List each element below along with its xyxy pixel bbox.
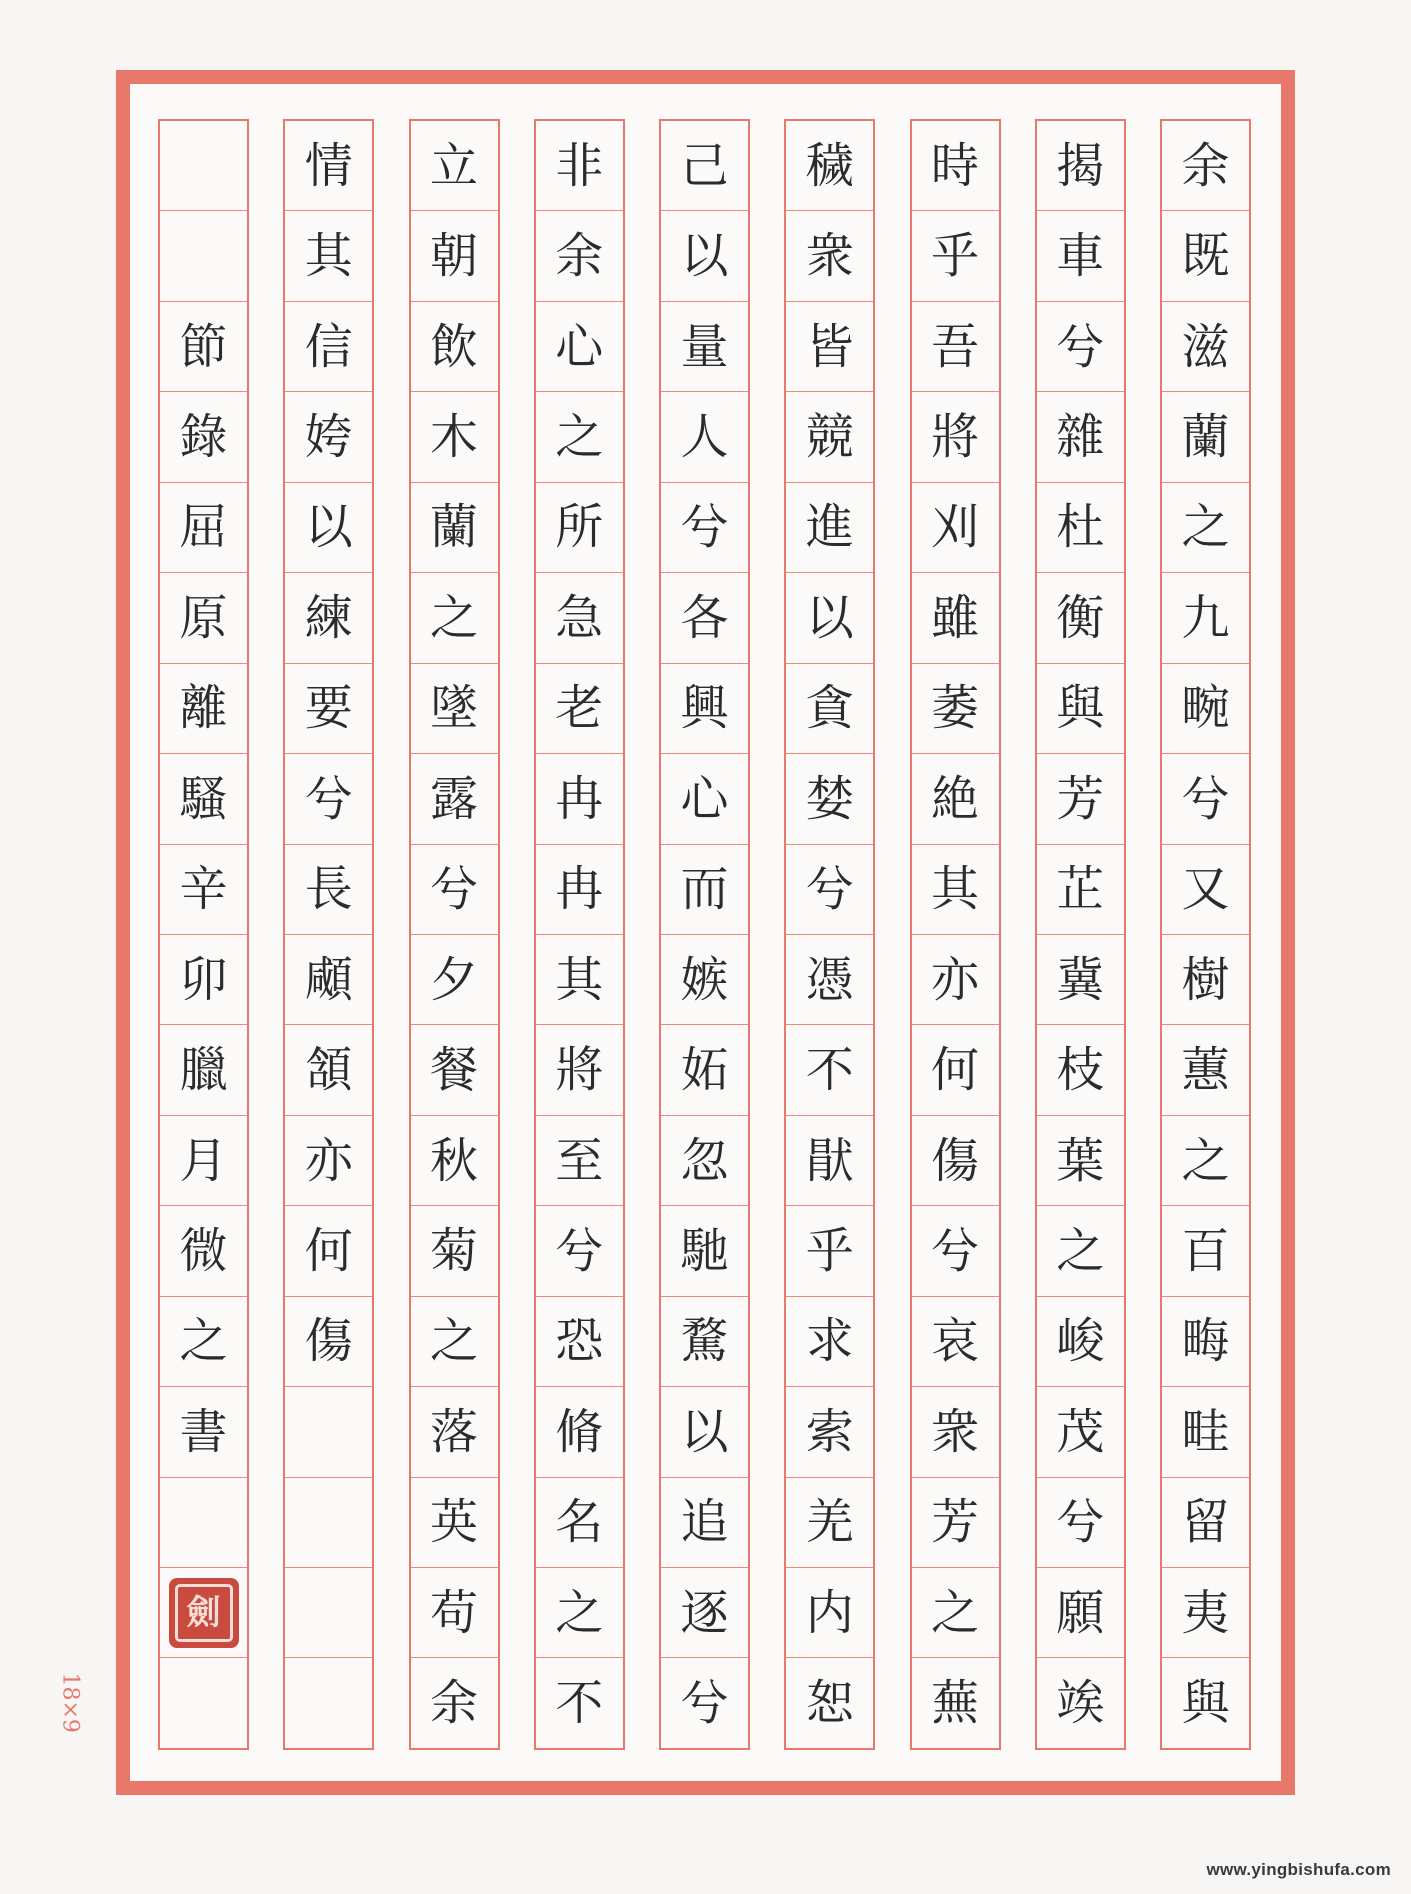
character-cell: 蘭 xyxy=(411,483,498,573)
character-cell: 既 xyxy=(1162,211,1249,301)
character-cell: 名 xyxy=(536,1478,623,1568)
character-cell: 芷 xyxy=(1037,845,1124,935)
character-cell: 量 xyxy=(661,302,748,392)
character-cell: 練 xyxy=(285,573,372,663)
character-cell: 顑 xyxy=(285,935,372,1025)
character-cell: 葉 xyxy=(1037,1116,1124,1206)
empty-cell xyxy=(160,1658,247,1747)
character-cell: 芳 xyxy=(1037,754,1124,844)
character-cell: 蕪 xyxy=(930,1675,979,1732)
character-cell: 冀 xyxy=(1037,935,1124,1025)
character-cell: 雜 xyxy=(1037,392,1124,482)
character-cell: 衆 xyxy=(786,211,873,301)
character-cell: 萎 xyxy=(912,664,999,754)
character-cell: 不 xyxy=(786,1025,873,1115)
seal-glyph: 劍 xyxy=(186,1592,221,1633)
character-cell: 車 xyxy=(1037,211,1124,301)
grid-column-6 xyxy=(534,119,625,1750)
character-cell: 之 xyxy=(536,392,623,482)
character-cell: 刈 xyxy=(912,483,999,573)
character-cell: 其 xyxy=(912,845,999,935)
empty-cell xyxy=(160,121,247,211)
character-cell: 憑 xyxy=(786,935,873,1025)
character-cell: 之 xyxy=(1162,483,1249,573)
character-cell: 逐 xyxy=(661,1568,748,1658)
character-cell: 己 xyxy=(661,121,748,211)
character-cell: 樹 xyxy=(1162,935,1249,1025)
character-cell: 月 xyxy=(160,1116,247,1206)
character-cell: 心 xyxy=(536,302,623,392)
character-cell: 節 xyxy=(160,302,247,392)
character-cell: 夷 xyxy=(1162,1568,1249,1658)
character-cell: 索 xyxy=(786,1387,873,1477)
character-cell: 朝 xyxy=(411,211,498,301)
character-cell: 卯 xyxy=(160,935,247,1025)
character-cell: 木 xyxy=(411,392,498,482)
character-cell: 貪 xyxy=(786,664,873,754)
character-cell: 兮 xyxy=(680,1675,729,1732)
character-cell: 立 xyxy=(411,121,498,211)
character-cell: 余 xyxy=(1162,121,1249,211)
character-cell: 飲 xyxy=(411,302,498,392)
character-cell: 之 xyxy=(1162,1116,1249,1206)
character-cell: 忽 xyxy=(661,1116,748,1206)
character-cell: 絶 xyxy=(912,754,999,844)
character-cell: 百 xyxy=(1162,1206,1249,1296)
character-cell: 非 xyxy=(536,121,623,211)
empty-cell xyxy=(285,1387,372,1477)
character-cell: 兮 xyxy=(1037,302,1124,392)
character-cell: 原 xyxy=(160,573,247,663)
character-cell: 猒 xyxy=(786,1116,873,1206)
character-cell: 余 xyxy=(536,211,623,301)
empty-cell xyxy=(285,1568,372,1658)
character-cell: 將 xyxy=(912,392,999,482)
character-cell: 兮 xyxy=(285,754,372,844)
character-cell: 傷 xyxy=(912,1116,999,1206)
character-cell: 恐 xyxy=(536,1297,623,1387)
character-cell: 畮 xyxy=(1162,1297,1249,1387)
character-cell: 不 xyxy=(555,1675,604,1732)
character-cell: 滋 xyxy=(1162,302,1249,392)
character-cell: 以 xyxy=(786,573,873,663)
character-cell: 吾 xyxy=(912,302,999,392)
character-cell: 夕 xyxy=(411,935,498,1025)
character-cell: 芳 xyxy=(912,1478,999,1568)
character-cell: 皆 xyxy=(786,302,873,392)
character-cell: 騷 xyxy=(160,754,247,844)
character-cell: 以 xyxy=(661,211,748,301)
seal-cell xyxy=(160,1568,247,1658)
character-cell: 兮 xyxy=(786,845,873,935)
character-cell: 脩 xyxy=(536,1387,623,1477)
character-cell: 時 xyxy=(912,121,999,211)
character-cell: 其 xyxy=(285,211,372,301)
character-cell: 將 xyxy=(536,1025,623,1115)
character-cell: 墜 xyxy=(411,664,498,754)
character-cell: 留 xyxy=(1162,1478,1249,1568)
character-cell: 秋 xyxy=(411,1116,498,1206)
character-cell: 以 xyxy=(661,1387,748,1477)
character-cell: 頷 xyxy=(285,1025,372,1115)
character-cell: 信 xyxy=(285,302,372,392)
character-cell: 心 xyxy=(661,754,748,844)
character-cell: 之 xyxy=(411,1297,498,1387)
character-cell: 進 xyxy=(786,483,873,573)
character-cell: 杜 xyxy=(1037,483,1124,573)
watermark-url: www.yingbishufa.com xyxy=(1206,1860,1391,1879)
character-cell: 嫉 xyxy=(661,935,748,1025)
character-cell: 之 xyxy=(536,1568,623,1658)
empty-cell xyxy=(160,1478,247,1568)
character-cell: 競 xyxy=(786,392,873,482)
grid-column-5 xyxy=(659,119,750,1750)
character-cell: 蘭 xyxy=(1162,392,1249,482)
character-cell: 各 xyxy=(661,573,748,663)
character-cell: 衆 xyxy=(912,1387,999,1477)
character-cell: 枝 xyxy=(1037,1025,1124,1115)
character-cell: 騖 xyxy=(661,1297,748,1387)
character-cell: 蕙 xyxy=(1162,1025,1249,1115)
character-cell: 峻 xyxy=(1037,1297,1124,1387)
character-cell: 余 xyxy=(429,1675,478,1732)
character-cell: 臘 xyxy=(160,1025,247,1115)
empty-cell xyxy=(160,211,247,301)
character-cell: 羌 xyxy=(786,1478,873,1568)
character-cell: 至 xyxy=(536,1116,623,1206)
character-cell: 兮 xyxy=(912,1206,999,1296)
character-cell: 與 xyxy=(1037,664,1124,754)
character-cell: 追 xyxy=(661,1478,748,1568)
character-cell: 兮 xyxy=(661,483,748,573)
character-cell: 九 xyxy=(1162,573,1249,663)
character-cell: 穢 xyxy=(786,121,873,211)
grid-column-9 xyxy=(158,119,249,1750)
character-cell: 畦 xyxy=(1162,1387,1249,1477)
character-cell: 屈 xyxy=(160,483,247,573)
seal-frame xyxy=(175,1584,233,1642)
character-cell: 辛 xyxy=(160,845,247,935)
calligraphy-grid xyxy=(158,119,1251,1750)
character-cell: 微 xyxy=(160,1206,247,1296)
character-cell: 錄 xyxy=(160,392,247,482)
character-cell: 冉 xyxy=(536,845,623,935)
character-cell: 英 xyxy=(411,1478,498,1568)
character-cell: 何 xyxy=(285,1206,372,1296)
character-cell: 竢 xyxy=(1056,1675,1105,1732)
character-cell: 而 xyxy=(661,845,748,935)
grid-column-8 xyxy=(283,119,374,1750)
character-cell: 畹 xyxy=(1162,664,1249,754)
character-cell: 苟 xyxy=(411,1568,498,1658)
character-cell: 婪 xyxy=(786,754,873,844)
empty-cell xyxy=(285,1478,372,1568)
character-cell: 乎 xyxy=(912,211,999,301)
character-cell: 急 xyxy=(536,573,623,663)
character-cell: 情 xyxy=(285,121,372,211)
grid-column-7 xyxy=(409,119,500,1750)
character-cell: 又 xyxy=(1162,845,1249,935)
character-cell: 亦 xyxy=(912,935,999,1025)
character-cell: 書 xyxy=(160,1387,247,1477)
character-cell: 哀 xyxy=(912,1297,999,1387)
character-cell: 之 xyxy=(411,573,498,663)
character-cell: 願 xyxy=(1037,1568,1124,1658)
character-cell: 要 xyxy=(285,664,372,754)
character-cell: 其 xyxy=(536,935,623,1025)
character-cell: 兮 xyxy=(411,845,498,935)
grid-column-4 xyxy=(784,119,875,1750)
character-cell: 人 xyxy=(661,392,748,482)
character-cell: 亦 xyxy=(285,1116,372,1206)
character-cell: 之 xyxy=(1037,1206,1124,1296)
character-cell: 落 xyxy=(411,1387,498,1477)
character-cell: 菊 xyxy=(411,1206,498,1296)
character-cell: 求 xyxy=(786,1297,873,1387)
character-cell: 與 xyxy=(1181,1675,1230,1732)
character-cell: 茂 xyxy=(1037,1387,1124,1477)
character-cell: 露 xyxy=(411,754,498,844)
grid-spec-label: 18×9 xyxy=(57,1672,83,1733)
character-cell: 之 xyxy=(160,1297,247,1387)
character-cell: 餐 xyxy=(411,1025,498,1115)
character-cell: 之 xyxy=(912,1568,999,1658)
character-cell: 兮 xyxy=(1162,754,1249,844)
character-cell: 馳 xyxy=(661,1206,748,1296)
character-cell: 冉 xyxy=(536,754,623,844)
character-cell: 傷 xyxy=(285,1297,372,1387)
character-cell: 兮 xyxy=(536,1206,623,1296)
grid-column-1 xyxy=(1160,119,1251,1750)
character-cell: 以 xyxy=(285,483,372,573)
character-cell: 何 xyxy=(912,1025,999,1115)
character-cell: 恕 xyxy=(805,1675,854,1732)
character-cell: 長 xyxy=(285,845,372,935)
character-cell: 老 xyxy=(536,664,623,754)
empty-cell xyxy=(285,1658,372,1747)
grid-column-3 xyxy=(910,119,1001,1750)
character-cell: 所 xyxy=(536,483,623,573)
character-cell: 衡 xyxy=(1037,573,1124,663)
character-cell: 離 xyxy=(160,664,247,754)
character-cell: 雖 xyxy=(912,573,999,663)
character-cell: 揭 xyxy=(1037,121,1124,211)
grid-column-2 xyxy=(1035,119,1126,1750)
character-cell: 興 xyxy=(661,664,748,754)
character-cell: 乎 xyxy=(786,1206,873,1296)
character-cell: 内 xyxy=(786,1568,873,1658)
character-cell: 兮 xyxy=(1037,1478,1124,1568)
artist-seal-stamp xyxy=(169,1578,239,1648)
character-cell: 妬 xyxy=(661,1025,748,1115)
character-cell: 姱 xyxy=(285,392,372,482)
